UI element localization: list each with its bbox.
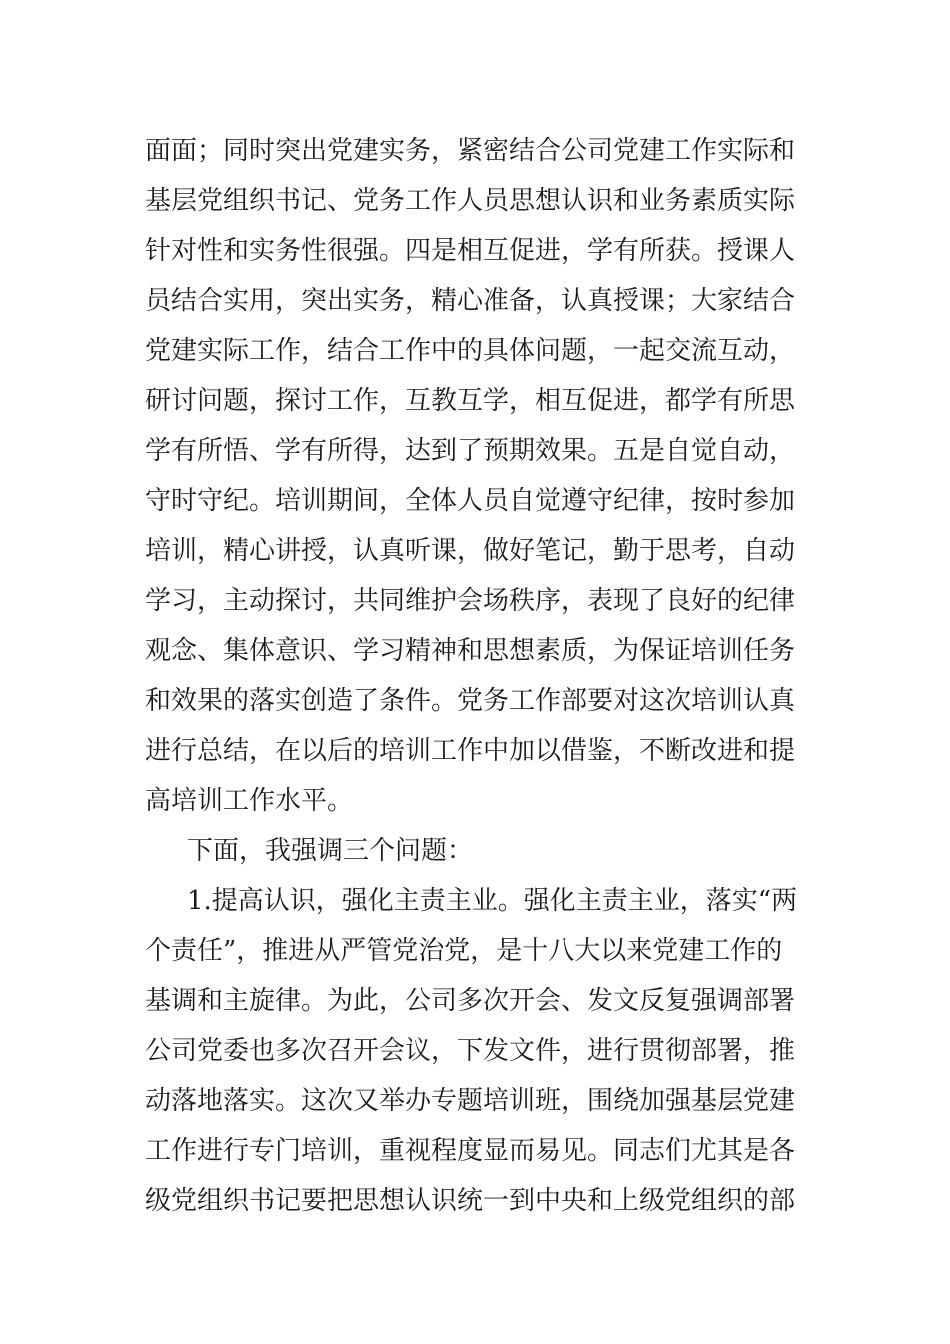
text-line: 高培训工作水平。 [145, 786, 354, 816]
text-line: 观念、集体意识、学习精神和思想素质，为保证培训任务 [145, 636, 796, 666]
text-line: 面面；同时突出党建实务，紧密结合公司党建工作实际和 [145, 136, 796, 166]
text-line: 学习，主动探讨，共同维护会场秩序，表现了良好的纪律 [145, 586, 796, 616]
text-line: 进行总结，在以后的培训工作中加以借鉴，不断改进和提 [145, 736, 796, 766]
text-line: 个责任”，推进从严管党治党，是十八大以来党建工作的 [145, 936, 783, 966]
document-body [145, 126, 815, 1226]
text-line: 基层党组织书记、党务工作人员思想认识和业务素质实际 [145, 186, 796, 216]
text-line: 学有所悟、学有所得，达到了预期效果。五是自觉自动， [145, 436, 796, 466]
paragraph-intro: 下面，我强调三个问题： [187, 836, 474, 866]
text-line: 基调和主旋律。为此，公司多次开会、发文反复强调部署 [145, 986, 796, 1016]
text-line: 工作进行专门培训，重视程度显而易见。同志们尤其是各 [145, 1136, 796, 1166]
text-line: 针对性和实务性很强。四是相互促进，学有所获。授课人 [145, 236, 796, 266]
text-line: 党建实际工作，结合工作中的具体问题，一起交流互动， [145, 336, 796, 366]
text-line: 公司党委也多次召开会议，下发文件，进行贯彻部署，推 [145, 1036, 796, 1066]
text-line: 和效果的落实创造了条件。党务工作部要对这次培训认真 [145, 686, 796, 716]
text-line: 动落地落实。这次又举办专题培训班，围绕加强基层党建 [145, 1086, 796, 1116]
text-line: 研讨问题，探讨工作，互教互学，相互促进，都学有所思 [145, 386, 796, 416]
text-line: 员结合实用，突出实务，精心准备，认真授课；大家结合 [145, 286, 796, 316]
text-line: 培训，精心讲授，认真听课，做好笔记，勤于思考，自动 [145, 536, 796, 566]
text-line: 守时守纪。培训期间，全体人员自觉遵守纪律，按时参加 [145, 486, 796, 516]
text-line: 级党组织书记要把思想认识统一到中央和上级党组织的部 [145, 1186, 796, 1216]
section-heading-1: 1.提高认识，强化主责主业。强化主责主业，落实“两 [187, 886, 798, 916]
